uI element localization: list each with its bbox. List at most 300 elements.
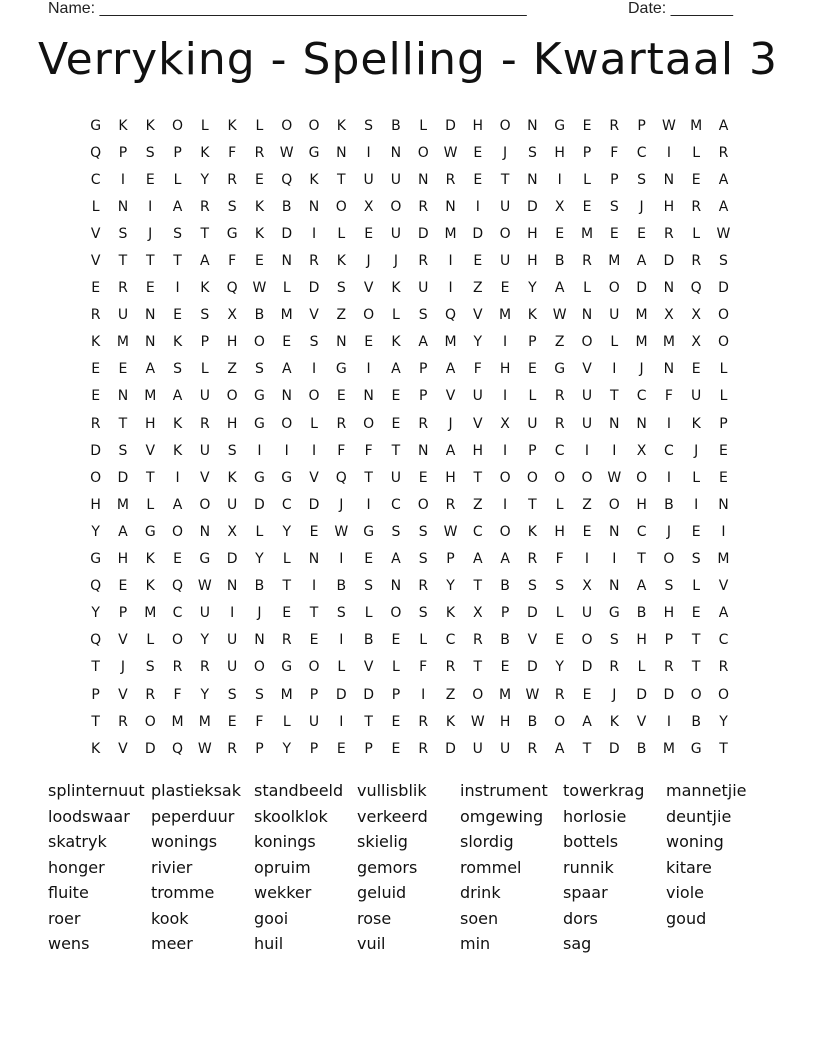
grid-letter: M <box>280 307 293 324</box>
grid-letter: Q <box>90 578 102 595</box>
grid-letter: A <box>172 388 183 405</box>
grid-letter: C <box>445 632 456 649</box>
grid-letter: I <box>557 171 562 188</box>
grid-letter: B <box>281 198 292 215</box>
grid-letter: I <box>448 253 453 270</box>
grid-letter: T <box>118 415 128 432</box>
grid-letter: O <box>663 551 675 568</box>
grid-letter: N <box>145 334 156 351</box>
grid-letter: B <box>500 632 510 649</box>
grid-letter: I <box>311 578 317 595</box>
grid-letter: G <box>254 415 265 432</box>
grid-letter: R <box>418 578 429 595</box>
grid-letter: O <box>472 686 484 703</box>
grid-letter: L <box>555 496 564 513</box>
grid-letter: J <box>148 225 153 242</box>
grid-letter: O <box>144 713 156 730</box>
grid-letter: E <box>145 171 155 188</box>
word-list-item: fluite <box>48 883 89 902</box>
grid-letter: N <box>527 117 538 134</box>
grid-letter: I <box>584 551 590 568</box>
grid-letter: I <box>721 523 726 540</box>
grid-letter: X <box>363 198 374 215</box>
grid-letter: O <box>390 605 402 622</box>
grid-letter: R <box>418 253 429 270</box>
grid-letter: W <box>716 225 731 242</box>
grid-letter: Q <box>90 632 102 649</box>
grid-letter: S <box>336 605 346 622</box>
grid-letter: V <box>309 469 319 486</box>
grid-letter: R <box>90 415 101 432</box>
grid-letter: D <box>527 659 538 676</box>
grid-letter: K <box>609 713 619 730</box>
grid-letter: B <box>391 117 401 134</box>
word-list-item: dors <box>563 908 598 928</box>
grid-letter: U <box>609 307 620 324</box>
grid-letter: T <box>309 605 319 622</box>
grid-letter: D <box>363 686 374 703</box>
grid-letter: L <box>282 551 291 568</box>
word-list-item: opruim <box>254 857 311 877</box>
grid-letter: H <box>472 442 484 459</box>
grid-letter: J <box>612 686 617 703</box>
grid-letter: U <box>117 307 129 324</box>
grid-letter: N <box>117 198 129 215</box>
grid-letter: U <box>308 713 320 730</box>
grid-letter: I <box>148 198 153 215</box>
grid-letter: Q <box>90 144 102 161</box>
grid-letter: I <box>584 442 590 459</box>
grid-letter: V <box>309 307 319 324</box>
grid-letter: J <box>339 496 344 513</box>
grid-letter: N <box>199 523 211 540</box>
grid-letter: V <box>636 713 647 730</box>
grid-letter: V <box>363 659 374 676</box>
grid-letter: K <box>145 551 155 568</box>
grid-letter: E <box>91 280 101 297</box>
grid-letter: F <box>555 551 564 568</box>
word-list-item: horlosie <box>563 806 627 826</box>
grid-letter: L <box>200 361 209 378</box>
grid-letter: T <box>173 253 182 270</box>
grid-letter: G <box>144 523 156 540</box>
grid-letter: G <box>363 523 375 540</box>
grid-letter: P <box>118 605 128 622</box>
grid-letter: I <box>257 442 262 459</box>
grid-letter: M <box>444 225 457 242</box>
grid-letter: U <box>472 740 483 757</box>
grid-letter: G <box>281 469 293 486</box>
grid-letter: A <box>118 523 128 540</box>
grid-letter: G <box>90 117 102 134</box>
grid-letter: I <box>475 198 480 215</box>
grid-letter: V <box>473 415 483 432</box>
grid-letter: O <box>253 659 265 676</box>
grid-letter: I <box>366 361 371 378</box>
grid-letter: Y <box>473 334 483 351</box>
grid-letter: P <box>528 442 537 459</box>
grid-letter: T <box>691 659 701 676</box>
grid-letter: E <box>555 632 565 649</box>
grid-letter: S <box>309 334 319 351</box>
grid-letter: D <box>527 605 538 622</box>
grid-letter: R <box>691 198 702 215</box>
grid-letter: R <box>199 659 210 676</box>
grid-letter: R <box>199 415 210 432</box>
grid-letter: J <box>639 361 644 378</box>
grid-letter: Z <box>582 496 592 513</box>
grid-letter: V <box>118 740 128 757</box>
grid-letter: R <box>609 117 620 134</box>
grid-letter: M <box>499 307 512 324</box>
word-list <box>48 778 769 957</box>
grid-letter: L <box>692 469 701 486</box>
grid-letter: D <box>281 225 293 242</box>
grid-letter: I <box>284 442 289 459</box>
grid-letter: U <box>199 442 210 459</box>
grid-letter: Y <box>200 686 210 703</box>
grid-letter: E <box>282 334 292 351</box>
grid-letter: A <box>391 551 401 568</box>
grid-letter: L <box>719 388 728 405</box>
grid-letter: T <box>118 253 128 270</box>
grid-letter: M <box>580 225 594 242</box>
grid-letter: A <box>718 605 729 622</box>
grid-letter: T <box>719 740 728 757</box>
grid-letter: Z <box>227 361 237 378</box>
grid-letter: I <box>612 442 617 459</box>
grid-letter: R <box>418 198 429 215</box>
grid-letter: L <box>419 117 428 134</box>
grid-letter: B <box>664 496 674 513</box>
grid-letter: S <box>555 578 565 595</box>
grid-letter: R <box>554 388 565 405</box>
grid-letter: U <box>199 388 210 405</box>
grid-letter: E <box>336 388 346 405</box>
grid-letter: R <box>418 713 429 730</box>
grid-letter: Q <box>690 280 702 297</box>
grid-letter: M <box>717 551 730 568</box>
grid-letter: Y <box>282 523 291 540</box>
grid-letter: I <box>311 442 317 459</box>
grid-letter: V <box>90 225 101 242</box>
word-list-item: peperduur <box>151 806 235 826</box>
grid-letter: H <box>445 469 456 486</box>
grid-letter: J <box>393 253 398 270</box>
word-list-item: mannetjie <box>666 781 747 800</box>
grid-letter: K <box>445 713 456 730</box>
grid-letter: U <box>581 415 593 432</box>
grid-letter: T <box>473 659 483 676</box>
grid-letter: K <box>145 117 155 134</box>
grid-letter: S <box>227 442 237 459</box>
grid-letter: G <box>608 605 620 622</box>
grid-letter: O <box>499 225 511 242</box>
grid-letter: V <box>718 578 729 595</box>
grid-letter: E <box>91 388 101 405</box>
grid-letter: R <box>527 551 538 568</box>
grid-letter: W <box>252 280 267 297</box>
grid-letter: D <box>445 740 456 757</box>
grid-letter: S <box>254 361 264 378</box>
grid-letter: A <box>172 198 183 215</box>
grid-letter: T <box>500 171 510 188</box>
grid-letter: B <box>636 740 647 757</box>
grid-letter: B <box>254 307 265 324</box>
word-list-item: goud <box>666 908 707 928</box>
grid-letter: G <box>199 551 211 568</box>
grid-letter: C <box>636 523 647 540</box>
grid-letter: E <box>364 225 374 242</box>
grid-letter: R <box>118 280 128 297</box>
grid-letter: W <box>552 307 567 324</box>
grid-letter: V <box>145 442 156 459</box>
grid-letter: K <box>200 144 210 161</box>
grid-letter: N <box>718 496 729 513</box>
grid-letter: N <box>363 388 374 405</box>
grid-letter: Q <box>444 307 457 324</box>
grid-letter: J <box>366 253 371 270</box>
grid-letter: N <box>417 442 429 459</box>
grid-letter: U <box>227 496 238 513</box>
word-list-item: bottels <box>563 832 619 851</box>
grid-letter: A <box>582 713 592 730</box>
grid-letter: R <box>90 307 101 324</box>
grid-letter: G <box>226 225 238 242</box>
word-list-item: wekker <box>254 883 312 902</box>
grid-letter: T <box>364 713 373 730</box>
grid-letter: U <box>418 280 429 297</box>
grid-letter: E <box>719 442 728 459</box>
grid-letter: B <box>363 632 374 649</box>
grid-letter: H <box>117 551 129 568</box>
grid-letter: B <box>554 253 565 270</box>
grid-letter: I <box>311 225 317 242</box>
grid-letter: J <box>120 659 126 676</box>
grid-letter: S <box>254 686 264 703</box>
grid-letter: Y <box>91 523 100 540</box>
grid-letter: Z <box>554 334 565 351</box>
grid-letter: M <box>280 686 293 703</box>
grid-letter: O <box>499 469 511 486</box>
grid-letter: R <box>609 659 620 676</box>
grid-letter: N <box>609 415 620 432</box>
grid-letter: T <box>691 632 701 649</box>
grid-letter: G <box>554 117 566 134</box>
word-list-item: gooi <box>254 908 289 928</box>
grid-letter: R <box>582 253 592 270</box>
grid-letter: C <box>281 496 292 513</box>
grid-letter: R <box>336 415 347 432</box>
grid-letter: Z <box>473 280 483 297</box>
grid-letter: E <box>582 117 592 134</box>
grid-letter: O <box>581 469 593 486</box>
grid-letter: L <box>637 659 646 676</box>
grid-letter: T <box>610 388 619 405</box>
grid-letter: K <box>309 171 319 188</box>
grid-letter: R <box>418 415 429 432</box>
grid-letter: E <box>282 605 292 622</box>
grid-letter: P <box>500 605 510 622</box>
grid-letter: Y <box>255 551 264 568</box>
grid-letter: S <box>418 605 428 622</box>
grid-letter: T <box>145 253 155 270</box>
grid-letter: K <box>227 117 237 134</box>
grid-letter: M <box>499 686 512 703</box>
grid-letter: V <box>473 307 483 324</box>
grid-letter: I <box>612 551 617 568</box>
grid-letter: R <box>718 659 729 676</box>
grid-letter: C <box>554 442 565 459</box>
grid-letter: N <box>336 144 347 161</box>
grid-letter: O <box>554 713 566 730</box>
grid-letter: D <box>445 117 456 134</box>
grid-letter: D <box>417 225 429 242</box>
grid-letter: T <box>337 171 346 188</box>
grid-letter: N <box>336 334 347 351</box>
grid-letter: P <box>610 171 619 188</box>
grid-letter: N <box>636 415 647 432</box>
grid-letter: L <box>200 117 209 134</box>
grid-letter: R <box>445 171 456 188</box>
grid-letter: U <box>227 632 238 649</box>
grid-letter: Y <box>719 713 728 730</box>
grid-letter: B <box>691 713 701 730</box>
grid-letter: N <box>581 307 593 324</box>
grid-letter: L <box>282 713 291 730</box>
grid-letter: A <box>554 280 565 297</box>
grid-letter: K <box>254 198 265 215</box>
grid-letter: T <box>91 659 100 676</box>
grid-letter: A <box>145 361 156 378</box>
grid-letter: S <box>609 198 619 215</box>
grid-letter: K <box>172 442 183 459</box>
grid-letter: D <box>608 740 620 757</box>
grid-letter: K <box>691 415 701 432</box>
grid-letter: W <box>661 117 676 134</box>
grid-letter: U <box>227 659 238 676</box>
grid-letter: M <box>662 334 675 351</box>
grid-letter: O <box>90 469 102 486</box>
grid-letter: L <box>555 605 564 622</box>
grid-letter: S <box>200 307 210 324</box>
word-list-item: soen <box>460 908 499 928</box>
grid-letter: O <box>199 496 211 513</box>
grid-letter: G <box>90 551 102 568</box>
grid-letter: K <box>527 307 537 324</box>
word-list-item: deuntjie <box>666 806 732 826</box>
grid-letter: H <box>144 415 156 432</box>
grid-letter: H <box>472 117 484 134</box>
grid-letter: O <box>717 686 729 703</box>
grid-letter: E <box>227 713 237 730</box>
grid-letter: H <box>90 496 101 513</box>
grid-letter: V <box>118 632 128 649</box>
word-list-item: loodswaar <box>48 806 130 826</box>
grid-letter: O <box>308 117 320 134</box>
grid-letter: I <box>666 144 671 161</box>
word-list-item: runnik <box>563 857 614 877</box>
grid-letter: N <box>117 388 129 405</box>
grid-letter: T <box>473 469 483 486</box>
grid-letter: E <box>91 361 101 378</box>
grid-letter: P <box>528 334 537 351</box>
grid-letter: T <box>282 578 291 595</box>
grid-letter: U <box>581 605 593 622</box>
grid-letter: E <box>255 171 264 188</box>
word-list-item: kook <box>151 908 189 928</box>
grid-letter: P <box>173 144 182 161</box>
grid-letter: C <box>663 442 674 459</box>
grid-letter: E <box>391 713 401 730</box>
grid-letter: E <box>309 632 319 649</box>
page-title: Verryking - Spelling - Kwartaal 3 <box>37 34 779 85</box>
grid-letter: A <box>391 361 401 378</box>
grid-letter: X <box>636 442 647 459</box>
grid-letter: F <box>610 144 619 161</box>
grid-letter: H <box>499 713 511 730</box>
grid-letter: Z <box>336 307 347 324</box>
grid-letter: N <box>308 551 320 568</box>
grid-letter: P <box>255 740 264 757</box>
grid-letter: L <box>337 659 346 676</box>
grid-letter: X <box>691 307 701 324</box>
grid-letter: Y <box>282 740 291 757</box>
grid-letter: I <box>175 280 180 297</box>
grid-letter: O <box>717 334 729 351</box>
grid-letter: G <box>308 144 320 161</box>
grid-letter: Y <box>91 605 100 622</box>
grid-letter: E <box>500 280 510 297</box>
grid-letter: I <box>175 469 180 486</box>
grid-letter: L <box>337 225 346 242</box>
grid-letter: I <box>339 632 344 649</box>
word-list-item: woning <box>666 832 724 851</box>
grid-letter: T <box>582 740 592 757</box>
grid-letter: S <box>637 171 647 188</box>
grid-letter: U <box>499 740 511 757</box>
grid-letter: C <box>718 632 729 649</box>
grid-letter: M <box>198 713 211 730</box>
grid-letter: X <box>691 334 701 351</box>
grid-letter: P <box>309 686 319 703</box>
word-list-item: rivier <box>151 857 193 877</box>
grid-letter: I <box>503 334 508 351</box>
grid-letter: Z <box>445 686 456 703</box>
grid-letter: D <box>663 253 675 270</box>
grid-letter: L <box>583 280 591 297</box>
grid-letter: K <box>391 280 401 297</box>
grid-letter: O <box>417 144 429 161</box>
grid-letter: T <box>473 578 483 595</box>
grid-letter: Q <box>226 280 238 297</box>
grid-letter: X <box>554 198 565 215</box>
grid-letter: A <box>554 740 565 757</box>
grid-letter: R <box>445 659 456 676</box>
grid-letter: A <box>718 117 729 134</box>
grid-letter: F <box>337 442 346 459</box>
grid-letter: N <box>417 171 429 188</box>
grid-letter: M <box>690 117 703 134</box>
grid-letter: R <box>281 632 292 649</box>
grid-letter: N <box>609 523 620 540</box>
grid-letter: E <box>118 361 128 378</box>
grid-letter: L <box>610 334 619 351</box>
grid-letter: W <box>197 740 212 757</box>
grid-letter: L <box>255 523 264 540</box>
grid-letter: U <box>472 388 483 405</box>
grid-letter: T <box>200 225 210 242</box>
